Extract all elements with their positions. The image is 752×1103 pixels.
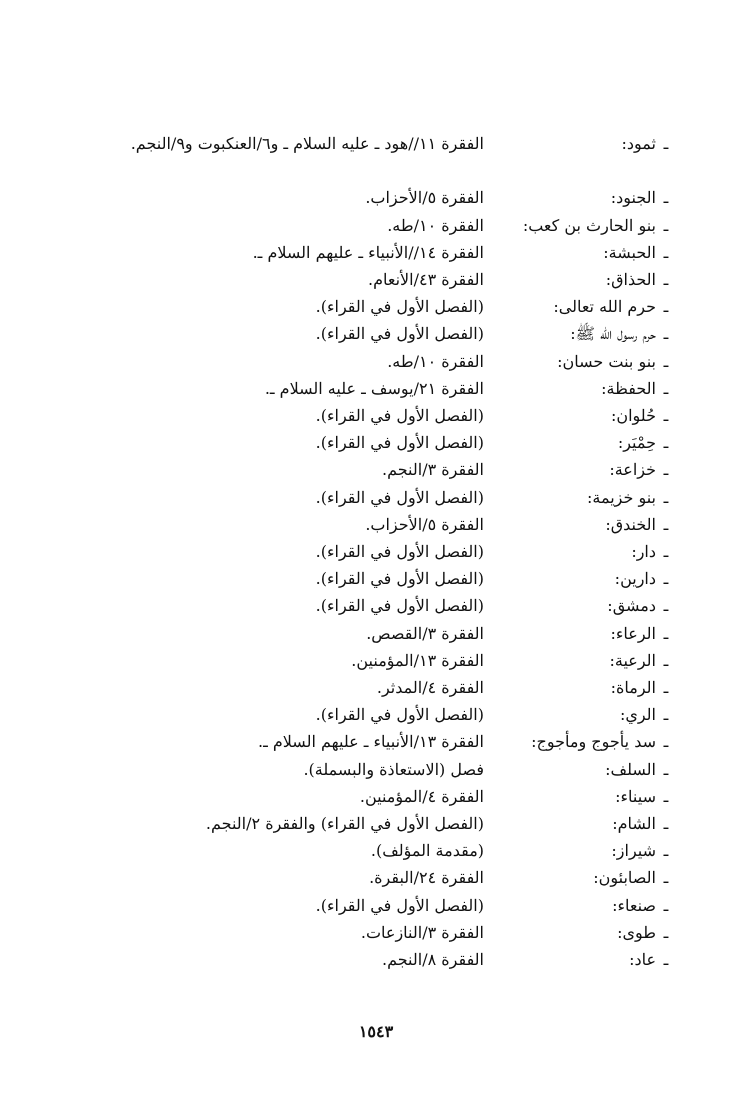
entry-reference: الفقرة ١٠/طه. <box>387 351 484 371</box>
entry-term: الحذاق: <box>605 270 656 289</box>
index-entry <box>96 837 676 864</box>
entry-term: بنو بنت حسان: <box>557 351 656 371</box>
entry-reference: (الفصل الأول في القراء). <box>315 705 484 725</box>
index-entry <box>96 592 676 619</box>
index-entry <box>96 728 676 755</box>
entry-dash: ـ <box>663 406 669 426</box>
entry-dash: ـ <box>663 868 669 888</box>
entry-dash: ـ <box>663 188 669 208</box>
index-entry <box>96 375 676 402</box>
entry-dash: ـ <box>663 242 669 262</box>
index-entry <box>96 946 676 973</box>
entry-dash: ـ <box>663 460 669 480</box>
entry-dash: ـ <box>663 786 669 806</box>
index-entry <box>96 348 676 375</box>
entry-term: طوى: <box>617 922 656 942</box>
entry-reference: (الفصل الأول في القراء). <box>315 433 484 453</box>
entry-dash: ـ <box>663 433 669 453</box>
entry-term: بنو خزيمة: <box>586 487 656 507</box>
entry-reference: الفقرة ١٣/المؤمنين. <box>351 650 484 670</box>
index-entry <box>96 701 676 728</box>
entry-reference: الفقرة ٨/النجم. <box>381 950 484 970</box>
entry-reference: الفقرة ٤٣/الأنعام. <box>368 270 484 289</box>
entry-dash: ـ <box>663 950 669 970</box>
index-entry <box>96 756 676 783</box>
entry-reference: الفقرة ٥/الأحزاب. <box>365 514 484 534</box>
entry-term: الحبشة: <box>603 242 656 262</box>
entry-term: حرم الله تعالى: <box>553 297 656 317</box>
entry-dash: ـ <box>663 841 669 861</box>
entry-term: خزاعة: <box>609 460 656 480</box>
entry-term: ثمود: <box>621 134 656 153</box>
index-entry <box>96 810 676 837</box>
entry-reference: (الفصل الأول في القراء) والفقرة ٢/النجم. <box>205 814 484 834</box>
entry-term: الرعية: <box>609 650 656 670</box>
entry-term: الرماة: <box>610 678 656 698</box>
entry-term: صنعاء: <box>612 895 656 915</box>
index-entry <box>96 484 676 511</box>
entry-term: دار: <box>631 542 656 562</box>
entry-term: الصابئون: <box>593 868 656 888</box>
entry-dash: ـ <box>663 705 669 725</box>
entry-reference: الفقرة ٤/المدثر. <box>376 678 484 698</box>
entry-dash: ـ <box>663 732 669 752</box>
entry-term: حُلوان: <box>610 406 656 426</box>
entry-reference: الفقرة ٢٤/البقرة. <box>369 868 484 888</box>
entry-reference: الفقرة ٣/النجم. <box>381 460 484 480</box>
entry-term: الري: <box>619 705 656 725</box>
entry-term: الجنود: <box>610 188 656 208</box>
entry-dash: ـ <box>663 569 669 589</box>
entry-dash: ـ <box>663 895 669 915</box>
entry-dash: ـ <box>663 542 669 562</box>
entry-reference: (الفصل الأول في القراء). <box>315 324 484 344</box>
entry-reference: الفقرة ١٣/الأنبياء ـ عليهم السلام ـ. <box>257 732 484 752</box>
index-entry <box>96 647 676 674</box>
index-entry <box>96 919 676 946</box>
index-entry <box>96 864 676 891</box>
index-entry <box>96 783 676 810</box>
index-entry <box>96 293 676 320</box>
index-entry <box>96 212 676 239</box>
entry-reference: (الفصل الأول في القراء). <box>315 487 484 507</box>
entry-term: الشام: <box>612 814 656 834</box>
entry-term: بنو الحارث بن كعب: <box>522 215 656 235</box>
entry-term: دارين: <box>614 569 656 589</box>
entry-term: دمشق: <box>607 596 656 616</box>
entry-dash: ـ <box>663 215 669 235</box>
entry-reference: (الفصل الأول في القراء). <box>315 895 484 915</box>
entry-reference: (الفصل الأول في القراء). <box>315 297 484 317</box>
index-entry <box>96 239 676 266</box>
entry-dash: ـ <box>663 650 669 670</box>
index-entry <box>96 565 676 592</box>
entry-reference: الفقرة ٤/المؤمنين. <box>359 786 484 806</box>
entry-term: الرعاء: <box>610 623 656 643</box>
entry-dash: ـ <box>663 351 669 371</box>
entry-term: عاد: <box>629 950 656 970</box>
entry-dash: ـ <box>663 814 669 834</box>
page-number: ١٥٤٣ <box>358 1022 394 1041</box>
entry-dash: ـ <box>663 514 669 534</box>
entry-reference: (الفصل الأول في القراء). <box>315 569 484 589</box>
entry-dash: ـ <box>663 270 669 289</box>
entry-dash: ـ <box>663 759 669 779</box>
entry-reference: (الفصل الأول في القراء). <box>315 406 484 426</box>
entry-dash: ـ <box>663 922 669 942</box>
entry-term: السلف: <box>605 759 656 779</box>
entry-reference: الفقرة ٥/الأحزاب. <box>365 188 484 208</box>
entry-dash: ـ <box>663 378 669 398</box>
index-entry <box>96 402 676 429</box>
entry-reference: الفقرة ١٤//الأنبياء ـ عليهم السلام ـ. <box>252 242 484 262</box>
index-list <box>96 130 676 973</box>
entry-dash: ـ <box>663 134 669 153</box>
entry-term: سيناء: <box>615 786 656 806</box>
index-entry <box>96 620 676 647</box>
entry-dash: ـ <box>663 324 669 344</box>
index-entry <box>96 511 676 538</box>
entry-reference: الفقرة ١٠/طه. <box>387 215 484 235</box>
index-entry <box>96 456 676 483</box>
entry-term: حرم رسول الله ﷺ: <box>570 324 656 344</box>
index-entry <box>96 130 676 184</box>
entry-dash: ـ <box>663 487 669 507</box>
entry-reference: الفقرة ٣/القصص. <box>366 623 484 643</box>
entry-dash: ـ <box>663 678 669 698</box>
entry-reference: فصل (الاستعاذة والبسملة). <box>303 759 484 779</box>
index-entry <box>96 429 676 456</box>
index-entry <box>96 320 676 347</box>
entry-term: سد يأجوج ومأجوج: <box>531 732 656 752</box>
index-entry <box>96 892 676 919</box>
entry-reference: الفقرة ١١//هود ـ عليه السلام ـ و٦/العنكبوت و٩/النجم. <box>130 134 484 153</box>
entry-term: حِمْيَر: <box>617 433 656 453</box>
index-entry <box>96 538 676 565</box>
entry-dash: ـ <box>663 297 669 317</box>
entry-term: الحفظة: <box>601 378 656 398</box>
entry-dash: ـ <box>663 596 669 616</box>
entry-reference: (الفصل الأول في القراء). <box>315 596 484 616</box>
index-entry <box>96 184 676 211</box>
entry-term: شيراز: <box>611 841 656 861</box>
entry-reference: الفقرة ٢١/يوسف ـ عليه السلام ـ. <box>264 378 484 398</box>
entry-reference: (مقدمة المؤلف). <box>370 841 484 861</box>
entry-reference: الفقرة ٣/النازعات. <box>360 922 484 942</box>
index-entry <box>96 674 676 701</box>
entry-term: الخندق: <box>605 514 656 534</box>
index-entry <box>96 266 676 293</box>
entry-dash: ـ <box>663 623 669 643</box>
entry-reference: (الفصل الأول في القراء). <box>315 542 484 562</box>
